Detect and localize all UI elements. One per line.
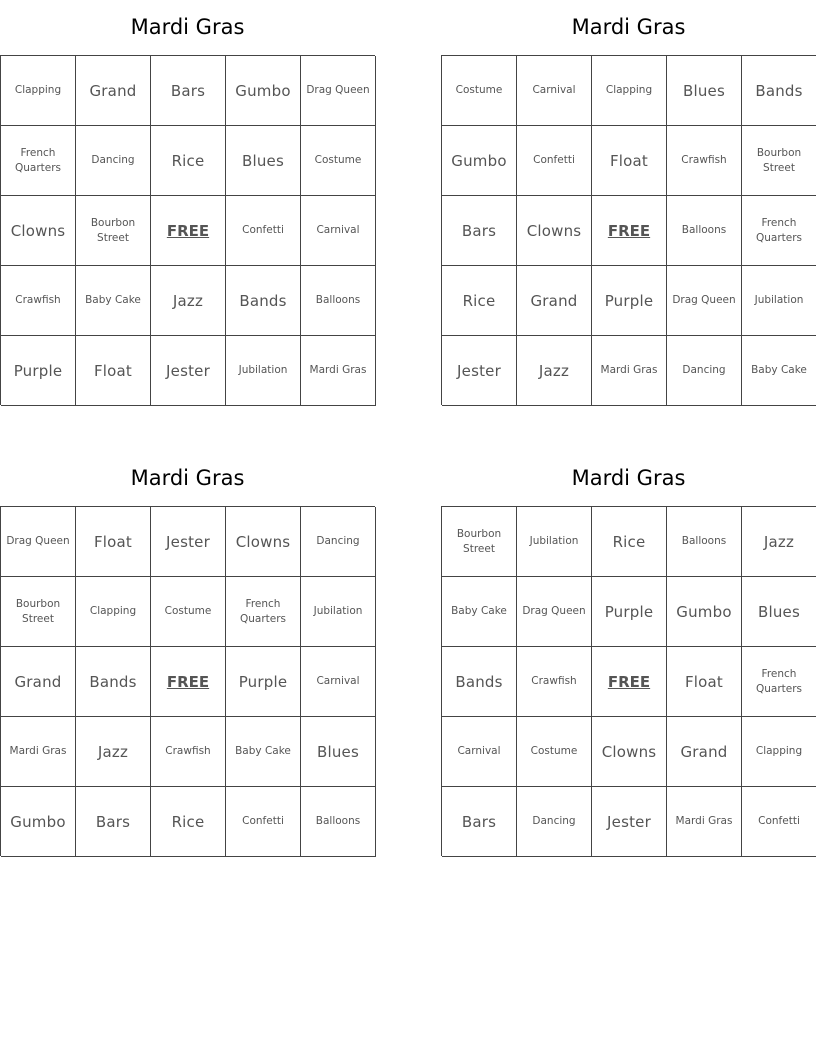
bingo-cell: Float bbox=[76, 336, 151, 406]
bingo-cell: Jubilation bbox=[301, 577, 376, 647]
bingo-cell: Dancing bbox=[76, 126, 151, 196]
bingo-cell: Bands bbox=[76, 647, 151, 717]
bingo-cell: Crawfish bbox=[1, 266, 76, 336]
bingo-cell: Dancing bbox=[301, 507, 376, 577]
bingo-cell: Drag Queen bbox=[517, 577, 592, 647]
bingo-cell: Clowns bbox=[592, 717, 667, 787]
card-title: Mardi Gras bbox=[571, 466, 686, 490]
bingo-cell: Costume bbox=[301, 126, 376, 196]
bingo-cell: Carnival bbox=[517, 56, 592, 126]
bingo-cell: Grand bbox=[76, 56, 151, 126]
bingo-cell: Baby Cake bbox=[76, 266, 151, 336]
bingo-cell: Confetti bbox=[517, 126, 592, 196]
bingo-cell: Float bbox=[592, 126, 667, 196]
bingo-cell: Mardi Gras bbox=[1, 717, 76, 787]
bingo-cell: Gumbo bbox=[1, 787, 76, 857]
bingo-cell: Blues bbox=[667, 56, 742, 126]
bingo-cell: Clowns bbox=[1, 196, 76, 266]
bingo-cell: Balloons bbox=[301, 787, 376, 857]
bingo-cell: Clapping bbox=[592, 56, 667, 126]
bingo-cell: Clowns bbox=[517, 196, 592, 266]
bingo-cell: Drag Queen bbox=[301, 56, 376, 126]
bingo-cell: Confetti bbox=[226, 787, 301, 857]
card-title: Mardi Gras bbox=[571, 15, 686, 39]
bingo-cell: Grand bbox=[667, 717, 742, 787]
bingo-cell: Mardi Gras bbox=[301, 336, 376, 406]
bingo-cell: Blues bbox=[742, 577, 816, 647]
bingo-cell: Purple bbox=[592, 266, 667, 336]
bingo-cell: Crawfish bbox=[151, 717, 226, 787]
free-space: FREE bbox=[151, 196, 226, 266]
bingo-cell: French Quarters bbox=[742, 647, 816, 717]
bingo-cell: Baby Cake bbox=[226, 717, 301, 787]
card-title: Mardi Gras bbox=[130, 15, 245, 39]
bingo-cell: Balloons bbox=[667, 507, 742, 577]
bingo-cell: Grand bbox=[517, 266, 592, 336]
bingo-cell: Clapping bbox=[742, 717, 816, 787]
bingo-cell: Dancing bbox=[517, 787, 592, 857]
bingo-cell: Float bbox=[76, 507, 151, 577]
bingo-cell: Bars bbox=[442, 196, 517, 266]
bingo-cell: French Quarters bbox=[226, 577, 301, 647]
bingo-cell: Grand bbox=[1, 647, 76, 717]
bingo-cell: Clowns bbox=[226, 507, 301, 577]
bingo-cell: Blues bbox=[226, 126, 301, 196]
bingo-cell: Baby Cake bbox=[442, 577, 517, 647]
bingo-cell: French Quarters bbox=[1, 126, 76, 196]
bingo-cell: Jubilation bbox=[742, 266, 816, 336]
bingo-cell: Bourbon Street bbox=[442, 507, 517, 577]
bingo-cell: Rice bbox=[151, 787, 226, 857]
bingo-cell: Balloons bbox=[301, 266, 376, 336]
free-space: FREE bbox=[592, 196, 667, 266]
bingo-cell: Jester bbox=[592, 787, 667, 857]
bingo-cell: Bars bbox=[151, 56, 226, 126]
bingo-cell: Crawfish bbox=[517, 647, 592, 717]
bingo-cell: Bands bbox=[442, 647, 517, 717]
bingo-cell: Costume bbox=[442, 56, 517, 126]
bingo-cell: Dancing bbox=[667, 336, 742, 406]
bingo-cell: Jester bbox=[442, 336, 517, 406]
bingo-cell: French Quarters bbox=[742, 196, 816, 266]
bingo-cell: Purple bbox=[1, 336, 76, 406]
bingo-cell: Gumbo bbox=[667, 577, 742, 647]
bingo-cell: Jazz bbox=[517, 336, 592, 406]
bingo-cell: Mardi Gras bbox=[592, 336, 667, 406]
bingo-cell: Jazz bbox=[151, 266, 226, 336]
bingo-grid bbox=[441, 506, 816, 856]
bingo-cell: Carnival bbox=[301, 647, 376, 717]
bingo-cell: Confetti bbox=[742, 787, 816, 857]
bingo-cell: Purple bbox=[226, 647, 301, 717]
bingo-cell: Rice bbox=[442, 266, 517, 336]
bingo-cell: Purple bbox=[592, 577, 667, 647]
bingo-cell: Float bbox=[667, 647, 742, 717]
card-title: Mardi Gras bbox=[130, 466, 245, 490]
bingo-cell: Clapping bbox=[1, 56, 76, 126]
bingo-cell: Blues bbox=[301, 717, 376, 787]
bingo-cell: Rice bbox=[592, 507, 667, 577]
bingo-cell: Rice bbox=[151, 126, 226, 196]
bingo-cell: Carnival bbox=[442, 717, 517, 787]
bingo-cell: Bars bbox=[442, 787, 517, 857]
bingo-cell: Jester bbox=[151, 336, 226, 406]
bingo-cell: Bourbon Street bbox=[76, 196, 151, 266]
bingo-cell: Jubilation bbox=[517, 507, 592, 577]
bingo-grid bbox=[0, 55, 375, 405]
bingo-cell: Bands bbox=[742, 56, 816, 126]
bingo-cell: Costume bbox=[151, 577, 226, 647]
bingo-cell: Gumbo bbox=[442, 126, 517, 196]
bingo-cell: Jubilation bbox=[226, 336, 301, 406]
free-space: FREE bbox=[592, 647, 667, 717]
bingo-cell: Drag Queen bbox=[667, 266, 742, 336]
bingo-cell: Drag Queen bbox=[1, 507, 76, 577]
bingo-cell: Jester bbox=[151, 507, 226, 577]
bingo-cell: Bars bbox=[76, 787, 151, 857]
bingo-cell: Balloons bbox=[667, 196, 742, 266]
bingo-cell: Confetti bbox=[226, 196, 301, 266]
bingo-cell: Carnival bbox=[301, 196, 376, 266]
free-space: FREE bbox=[151, 647, 226, 717]
bingo-cell: Mardi Gras bbox=[667, 787, 742, 857]
bingo-cell: Costume bbox=[517, 717, 592, 787]
bingo-cell: Baby Cake bbox=[742, 336, 816, 406]
bingo-cell: Bourbon Street bbox=[742, 126, 816, 196]
bingo-cell: Bands bbox=[226, 266, 301, 336]
bingo-grid bbox=[441, 55, 816, 405]
bingo-cell: Clapping bbox=[76, 577, 151, 647]
bingo-cell: Jazz bbox=[76, 717, 151, 787]
bingo-grid bbox=[0, 506, 375, 856]
bingo-cell: Jazz bbox=[742, 507, 816, 577]
bingo-cell: Gumbo bbox=[226, 56, 301, 126]
bingo-cell: Bourbon Street bbox=[1, 577, 76, 647]
bingo-cell: Crawfish bbox=[667, 126, 742, 196]
